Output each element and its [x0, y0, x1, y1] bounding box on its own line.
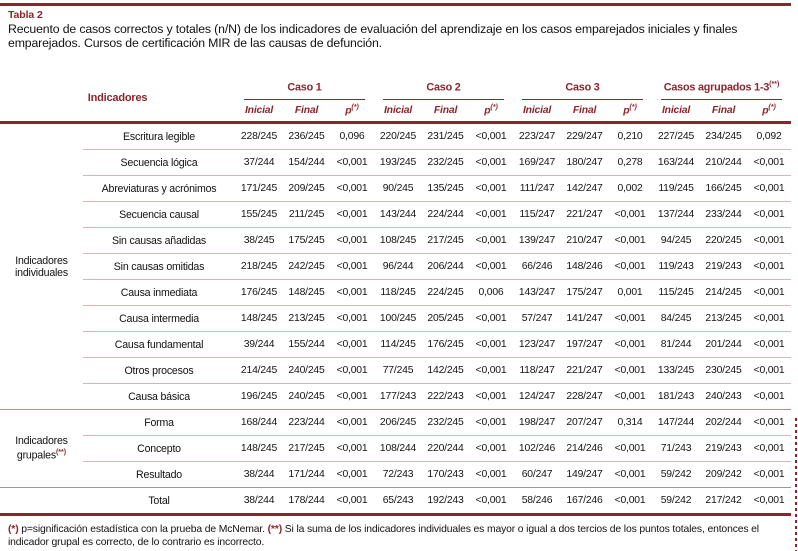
value-cell: <0,001: [330, 462, 374, 488]
value-cell: 124/247: [513, 384, 561, 410]
indicator-name-cell: Sin causas omitidas: [83, 254, 235, 280]
value-cell: 211/245: [283, 202, 330, 228]
value-cell: 59/242: [660, 495, 692, 506]
value-cell: 60/247: [513, 462, 561, 488]
indicator-name-cell: Causa intermedia: [83, 306, 235, 332]
value-cell: 0,278: [608, 150, 652, 176]
value-cell: <0,001: [747, 150, 791, 176]
value-cell: <0,001: [747, 254, 791, 280]
value-cell: 177/243: [374, 384, 422, 410]
value-cell: 39/244: [235, 332, 283, 358]
value-cell: 123/247: [513, 332, 561, 358]
value-cell: 118/245: [374, 280, 422, 306]
value-cell: 228/245: [235, 123, 283, 150]
value-cell: 94/245: [652, 228, 700, 254]
value-cell: <0,001: [330, 150, 374, 176]
value-cell: <0,001: [608, 384, 652, 410]
value-cell: <0,001: [469, 254, 513, 280]
value-cell: <0,001: [469, 306, 513, 332]
value-cell: 198/247: [513, 410, 561, 436]
value-cell: 210/247: [561, 228, 608, 254]
footnote: [8, 523, 790, 549]
case1-header: [235, 75, 374, 100]
value-cell: 108/244: [374, 436, 422, 462]
case-header-row: [0, 75, 791, 100]
value-cell: 0,096: [330, 123, 374, 150]
table-row: [0, 306, 791, 332]
value-cell: 96/244: [374, 254, 422, 280]
grouped-cases-header: [652, 75, 791, 100]
value-cell: <0,001: [336, 495, 368, 506]
value-cell: 84/245: [652, 306, 700, 332]
subheader-inicial: Inicial: [374, 100, 422, 123]
indicator-name-cell: Causa básica: [83, 384, 235, 410]
value-cell: 219/243: [700, 436, 747, 462]
value-cell: 222/243: [422, 384, 469, 410]
value-cell: 81/244: [652, 332, 700, 358]
value-cell: <0,001: [608, 358, 652, 384]
value-cell: 171/244: [283, 462, 330, 488]
value-cell: 58/246: [521, 495, 553, 506]
value-cell: 77/245: [374, 358, 422, 384]
value-cell: 108/245: [374, 228, 422, 254]
value-cell: 219/243: [700, 254, 747, 280]
table-row: [0, 358, 791, 384]
value-cell: 135/245: [422, 176, 469, 202]
grouped-cases-sup: (**): [769, 81, 780, 89]
table-row: [0, 202, 791, 228]
value-cell: <0,001: [469, 462, 513, 488]
value-cell: 155/244: [283, 332, 330, 358]
indicator-name-cell: Abreviaturas y acrónimos: [83, 176, 235, 202]
table-row: [0, 228, 791, 254]
value-cell: 233/244: [700, 202, 747, 228]
indicator-name-cell: Concepto: [83, 436, 235, 462]
value-cell: <0,001: [747, 332, 791, 358]
value-cell: 201/244: [700, 332, 747, 358]
value-cell: 227/245: [652, 123, 700, 150]
value-cell: <0,001: [469, 332, 513, 358]
value-cell: 148/245: [283, 280, 330, 306]
value-cell: 143/247: [513, 280, 561, 306]
value-cell: 217/245: [283, 436, 330, 462]
value-cell: 115/245: [652, 280, 700, 306]
case3-label: Caso 3: [565, 81, 600, 94]
table-row: [0, 436, 791, 462]
value-cell: 224/244: [422, 202, 469, 228]
value-cell: 166/245: [700, 176, 747, 202]
value-cell: <0,001: [753, 495, 785, 506]
value-cell: <0,001: [614, 495, 646, 506]
value-cell: 240/245: [283, 384, 330, 410]
value-cell: <0,001: [747, 176, 791, 202]
table-caption: Recuento de casos correctos y totales (n/N) de los indicadores de evaluación del aprendizaje en los casos emparejados iniciales y finales emparejados. Cursos de certificación MIR de las causas de defunción.: [8, 22, 738, 50]
table-row: [0, 332, 791, 358]
case1-label: Caso 1: [287, 81, 322, 94]
subheader-final: Final: [422, 100, 469, 123]
value-cell: 115/247: [513, 202, 561, 228]
value-cell: 232/245: [422, 150, 469, 176]
footnote-marker-2: (**): [267, 524, 283, 535]
table-row: [0, 488, 791, 515]
value-cell: 133/245: [652, 358, 700, 384]
value-cell: <0,001: [469, 358, 513, 384]
value-cell: <0,001: [330, 332, 374, 358]
indicator-name-cell: Secuencia lógica: [83, 150, 235, 176]
value-cell: 111/247: [513, 176, 561, 202]
value-cell: <0,001: [330, 358, 374, 384]
indicator-name-cell: Escritura legible: [83, 123, 235, 150]
case2-header: [374, 75, 513, 100]
value-cell: <0,001: [747, 358, 791, 384]
value-cell: 217/245: [422, 228, 469, 254]
value-cell: 139/247: [513, 228, 561, 254]
page-edge-dashes: [795, 418, 797, 551]
value-cell: 119/243: [652, 254, 700, 280]
value-cell: 90/245: [374, 176, 422, 202]
value-cell: 175/245: [283, 228, 330, 254]
value-cell: 213/245: [700, 306, 747, 332]
value-cell: 142/245: [422, 358, 469, 384]
value-cell: <0,001: [608, 306, 652, 332]
value-cell: 171/245: [235, 176, 283, 202]
value-cell: 137/244: [652, 202, 700, 228]
value-cell: 180/247: [561, 150, 608, 176]
case2-label: Caso 2: [426, 81, 461, 94]
value-cell: <0,001: [469, 202, 513, 228]
value-cell: <0,001: [330, 306, 374, 332]
subheader-p: p(*): [330, 100, 374, 123]
value-cell: 217/242: [705, 495, 742, 506]
value-cell: <0,001: [747, 202, 791, 228]
indicators-column-header: Indicadores: [0, 75, 235, 123]
value-cell: 223/247: [513, 123, 561, 150]
value-cell: <0,001: [330, 280, 374, 306]
value-cell: <0,001: [608, 254, 652, 280]
value-cell: 141/247: [561, 306, 608, 332]
value-cell: 0,092: [747, 123, 791, 150]
value-cell: 143/244: [374, 202, 422, 228]
table-row: [0, 410, 791, 436]
value-cell: 220/245: [374, 123, 422, 150]
value-cell: <0,001: [469, 123, 513, 150]
value-cell: 214/245: [700, 280, 747, 306]
case3-header: [513, 75, 652, 100]
value-cell: 176/245: [422, 332, 469, 358]
value-cell: 59/242: [652, 462, 700, 488]
value-cell: 176/245: [235, 280, 283, 306]
table-row: [0, 384, 791, 410]
subheader-p: p(*): [469, 100, 513, 123]
indicator-name-cell: Resultado: [83, 462, 235, 488]
value-cell: 220/245: [700, 228, 747, 254]
table-row: [0, 123, 791, 150]
value-cell: 197/247: [561, 332, 608, 358]
value-cell: <0,001: [747, 384, 791, 410]
value-cell: 147/244: [652, 410, 700, 436]
subheader-p: p(*): [608, 100, 652, 123]
value-cell: 181/243: [652, 384, 700, 410]
value-cell: <0,001: [330, 410, 374, 436]
value-cell: 220/244: [422, 436, 469, 462]
value-cell: 155/245: [235, 202, 283, 228]
subheader-final: Final: [561, 100, 608, 123]
results-table: [0, 75, 791, 516]
value-cell: 240/245: [283, 358, 330, 384]
value-cell: 0,210: [608, 123, 652, 150]
value-cell: 234/245: [700, 123, 747, 150]
value-cell: <0,001: [747, 228, 791, 254]
value-cell: <0,001: [608, 202, 652, 228]
value-cell: 242/245: [283, 254, 330, 280]
footnote-text-1: p=significación estadística con la prueba de McNemar.: [21, 524, 268, 535]
value-cell: <0,001: [747, 306, 791, 332]
value-cell: <0,001: [608, 462, 652, 488]
table-row: [0, 254, 791, 280]
top-rule: [0, 3, 791, 6]
value-cell: 167/246: [566, 495, 603, 506]
value-cell: 38/244: [235, 462, 283, 488]
value-cell: <0,001: [469, 436, 513, 462]
value-cell: 196/245: [235, 384, 283, 410]
value-cell: 149/247: [561, 462, 608, 488]
value-cell: 209/242: [700, 462, 747, 488]
value-cell: <0,001: [469, 150, 513, 176]
value-cell: 142/247: [561, 176, 608, 202]
value-cell: 218/245: [235, 254, 283, 280]
indicator-name-cell: Secuencia causal: [83, 202, 235, 228]
value-cell: 228/247: [561, 384, 608, 410]
value-cell: 210/244: [700, 150, 747, 176]
value-cell: 0,314: [608, 410, 652, 436]
value-cell: 229/247: [561, 123, 608, 150]
value-cell: 213/245: [283, 306, 330, 332]
indicator-name-cell: Causa fundamental: [83, 332, 235, 358]
value-cell: 170/243: [422, 462, 469, 488]
table-row: [0, 280, 791, 306]
value-cell: 178/244: [288, 495, 325, 506]
table-row: [0, 176, 791, 202]
table-row: [0, 150, 791, 176]
value-cell: 230/245: [700, 358, 747, 384]
value-cell: 148/245: [235, 436, 283, 462]
indicator-name-cell: Causa inmediata: [83, 280, 235, 306]
value-cell: 0,001: [608, 280, 652, 306]
value-cell: 223/244: [283, 410, 330, 436]
subheader-p: p(*): [747, 100, 791, 123]
value-cell: 175/247: [561, 280, 608, 306]
value-cell: 224/245: [422, 280, 469, 306]
value-cell: 169/247: [513, 150, 561, 176]
value-cell: 221/247: [561, 358, 608, 384]
value-cell: 66/246: [513, 254, 561, 280]
value-cell: 209/245: [283, 176, 330, 202]
value-cell: 71/243: [652, 436, 700, 462]
value-cell: 205/245: [422, 306, 469, 332]
value-cell: 232/245: [422, 410, 469, 436]
value-cell: <0,001: [747, 436, 791, 462]
value-cell: <0,001: [469, 384, 513, 410]
value-cell: 102/246: [513, 436, 561, 462]
value-cell: 240/243: [700, 384, 747, 410]
value-cell: <0,001: [469, 410, 513, 436]
footnote-marker-1: (*): [8, 524, 19, 535]
value-cell: 0,006: [469, 280, 513, 306]
subheader-inicial: Inicial: [235, 100, 283, 123]
value-cell: 154/244: [283, 150, 330, 176]
value-cell: 57/247: [513, 306, 561, 332]
table-number-label: Tabla 2: [8, 9, 43, 21]
value-cell: 193/245: [374, 150, 422, 176]
value-cell: 38/244: [243, 495, 275, 506]
subheader-inicial: Inicial: [652, 100, 700, 123]
value-cell: <0,001: [747, 280, 791, 306]
row-group-label: Indicadores individuales: [0, 123, 83, 410]
value-cell: <0,001: [469, 228, 513, 254]
value-cell: <0,001: [747, 462, 791, 488]
value-cell: <0,001: [608, 332, 652, 358]
value-cell: 118/247: [513, 358, 561, 384]
value-cell: <0,001: [330, 176, 374, 202]
indicator-name-cell: Total: [148, 494, 170, 507]
value-cell: 72/243: [374, 462, 422, 488]
value-cell: 114/245: [374, 332, 422, 358]
value-cell: 206/245: [374, 410, 422, 436]
value-cell: <0,001: [330, 202, 374, 228]
table-row: [0, 462, 791, 488]
value-cell: <0,001: [469, 176, 513, 202]
value-cell: <0,001: [475, 495, 507, 506]
value-cell: <0,001: [330, 436, 374, 462]
footnote-text-2: Si la suma de los indicadores individuales es mayor o igual a dos tercios de los puntos totales, entonces el indicador grupal es correcto, de lo contrario es incorrecto.: [8, 524, 759, 548]
value-cell: 214/245: [235, 358, 283, 384]
value-cell: <0,001: [330, 384, 374, 410]
value-cell: 236/245: [283, 123, 330, 150]
value-cell: 221/247: [561, 202, 608, 228]
value-cell: 37/244: [235, 150, 283, 176]
value-cell: 100/245: [374, 306, 422, 332]
value-cell: 148/246: [561, 254, 608, 280]
value-cell: 119/245: [652, 176, 700, 202]
value-cell: 206/244: [422, 254, 469, 280]
value-cell: <0,001: [747, 410, 791, 436]
grouped-cases-label: Casos agrupados 1-3: [663, 81, 770, 94]
value-cell: 163/244: [652, 150, 700, 176]
value-cell: 231/245: [422, 123, 469, 150]
subheader-inicial: Inicial: [513, 100, 561, 123]
value-cell: 168/244: [235, 410, 283, 436]
value-cell: <0,001: [330, 254, 374, 280]
indicator-name-cell: Otros procesos: [83, 358, 235, 384]
value-cell: 202/244: [700, 410, 747, 436]
value-cell: 207/247: [561, 410, 608, 436]
value-cell: 0,002: [608, 176, 652, 202]
row-group-label: Indicadores grupales(**): [0, 410, 83, 488]
subheader-final: Final: [700, 100, 747, 123]
value-cell: 148/245: [235, 306, 283, 332]
subheader-final: Final: [283, 100, 330, 123]
row-group-label: [0, 488, 83, 515]
indicator-name-cell: Sin causas añadidas: [83, 228, 235, 254]
value-cell: <0,001: [608, 436, 652, 462]
value-cell: 65/243: [382, 495, 414, 506]
value-cell: 192/243: [427, 495, 464, 506]
value-cell: 214/246: [561, 436, 608, 462]
value-cell: 38/245: [235, 228, 283, 254]
indicator-name-cell: Forma: [83, 410, 235, 436]
value-cell: <0,001: [330, 228, 374, 254]
value-cell: <0,001: [608, 228, 652, 254]
